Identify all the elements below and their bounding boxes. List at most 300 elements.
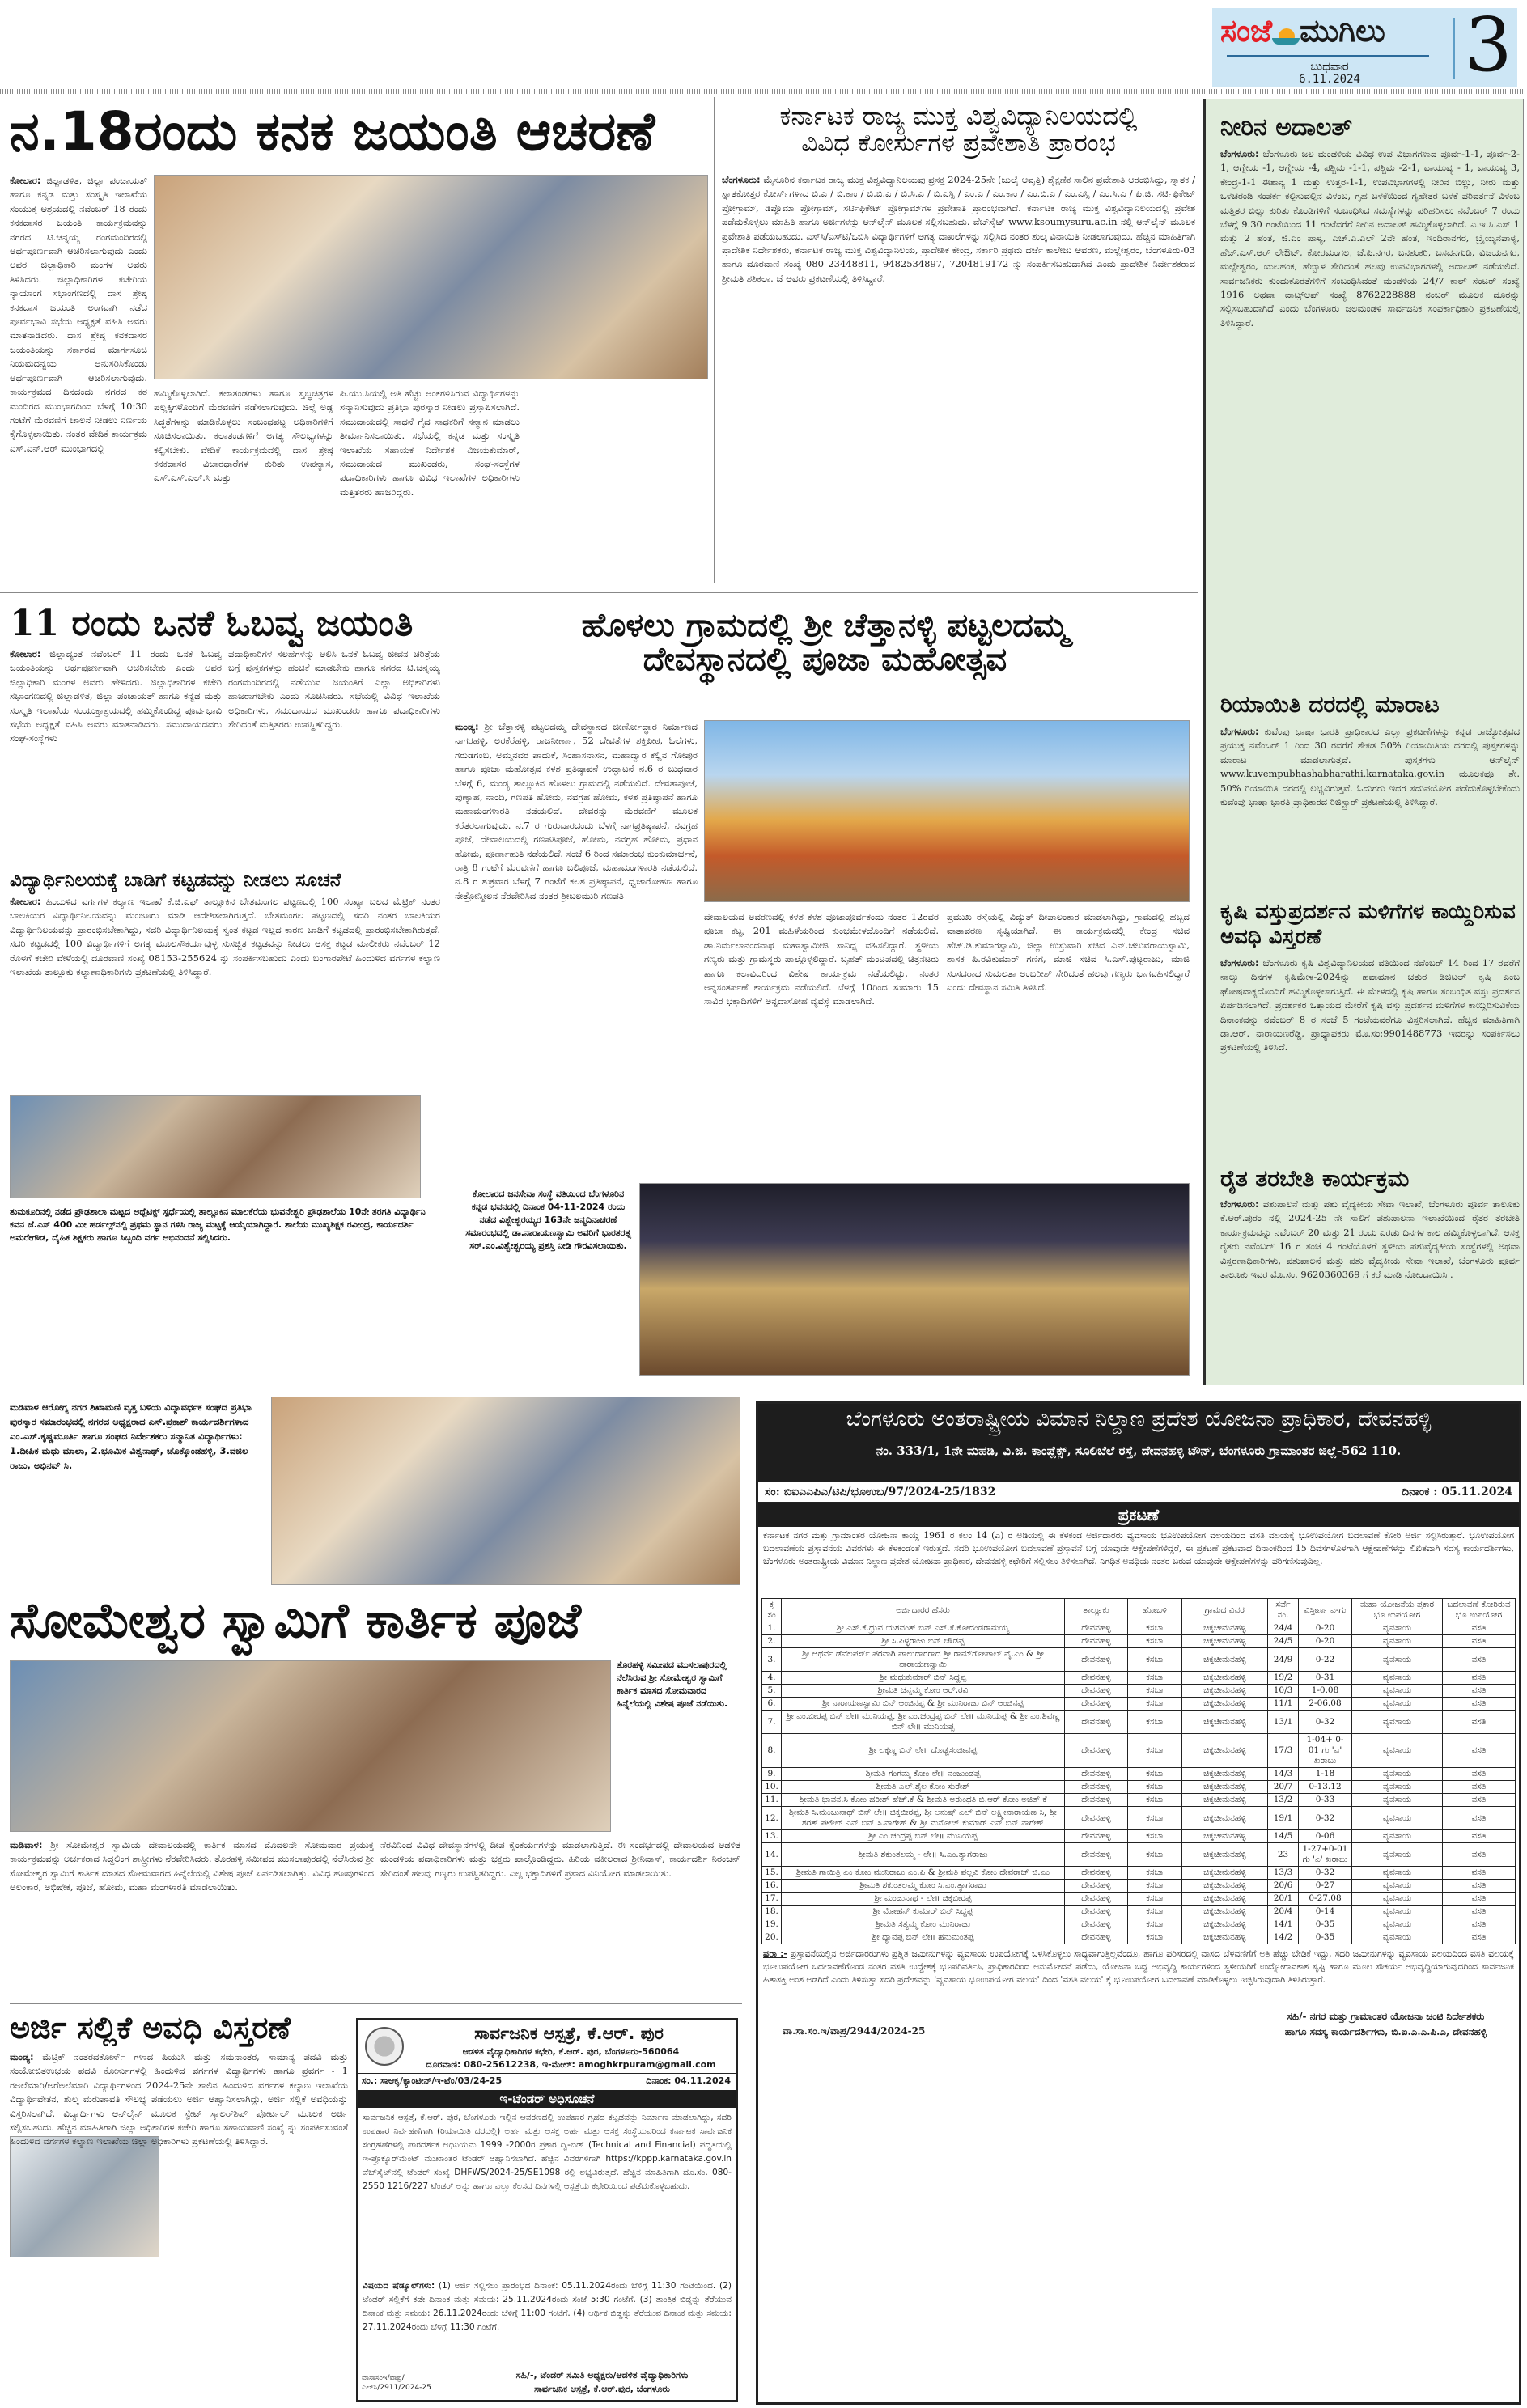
cell-village: ಚಿಕ್ಕಚೀಮನಹಳ್ಳಿ [1181,1672,1267,1685]
logo-word-sanje: ಸಂಜೆ [1220,13,1273,49]
holalu-col3: ಪ್ರಮುಖ ರಸ್ತೆಯಲ್ಲಿ ವಿದ್ಯುತ್ ದೀಪಾಲಂಕಾರ ಮಾಡಲಾಗಿದ್ದು, ಗ್ರಾಮದಲ್ಲಿ ಹಬ್ಬದ ವಾತಾವರಣ ಸೃಷ್ಟಿಯಾಗಿದೆ. ಈ ಕಾರ್ಯಕ್ರಮದಲ್ಲಿ ಕೇಂದ್ರ ಸಚಿವ ಹೆಚ್.ಡಿ.ಕುಮಾರಸ್ವಾಮಿ, ಜಿಲ್ಲಾ ಉಸ್ತುವಾರಿ ಸಚಿವ ಎನ್.ಚಲುವರಾಯಸ್ವಾಮಿ, ಶಾಸಕ ಪಿ.ರವಿಕುಮಾರ್ ಗಣಿಗ, ಮಾಜಿ ಸಚಿವ ಸಿ.ಎಸ್.ಪುಟ್ಟರಾಜು, ಮಾಜಿ ಸಂಸದರಾದ ಸುಮಲತಾ ಅಂಬರೀಶ್ ಸೇರಿದಂತೆ ಹಲವು ಗಣ್ಯರು ಭಾಗವಹಿಸಲಿದ್ದಾರೆ ಎಂದು ದೇವಸ್ಥಾನ ಸಮಿತಿ ತಿಳಿಸಿದೆ. [947,911,1190,994]
table-row [762,1781,1516,1794]
cell-survey: 14/1 [1268,1918,1299,1931]
cell-req-use: ವಸತಿ [1443,1918,1516,1931]
cell-hobli: ಕಸಬಾ [1127,1781,1181,1794]
cell-taluk: ದೇವನಹಳ್ಳಿ [1065,1918,1128,1931]
cell-plan-use: ವ್ಯವಸಾಯ [1352,1807,1443,1830]
cell-village: ಚಿಕ್ಕಚೀಮನಹಳ್ಳಿ [1181,1794,1267,1807]
cell-village: ಚಿಕ್ಕಚೀಮನಹಳ್ಳಿ [1181,1867,1267,1880]
cell-village: ಚಿಕ್ಕಚೀಮನಹಳ್ಳಿ [1181,1622,1267,1635]
col-taluk: ತಾಲ್ಲೂಕು [1065,1599,1128,1622]
cell-plan-use: ವ್ಯವಸಾಯ [1352,1906,1443,1918]
cell-area: 0-32 [1299,1807,1352,1830]
kanaka-col2: ಹಮ್ಮಿಕೊಳ್ಳಲಾಗಿದೆ. ಕಲಾತಂಡಗಳು ಹಾಗೂ ಸ್ತಬ್ಧಚಿತ್ರಗಳ ಪಲ್ಲಕ್ಕಿಗಳೊಂದಿಗೆ ಮೆರವಣಿಗೆ ನಡೆಸಲಾಗುವುದು. ಜಿಲ್ಲೆ ಅಡ್ಡ ಸಿದ್ಧತೆಗಳನ್ನು ಮಾಡಿಕೊಳ್ಳಲು ಸಂಬಂಧಪಟ್ಟ ಅಧಿಕಾರಿಗಳಿಗೆ ಸೂಚಿಸಲಾಯಿತು. ಕಲಾತಂಡಗಳಿಗೆ ಅಗತ್ಯ ಸೌಲಭ್ಯಗಳನ್ನು ಕಲ್ಪಿಸಬೇಕು. ವೇದಿಕೆ ಕಾರ್ಯಕ್ರಮದಲ್ಲಿ ದಾಸ ಶ್ರೇಷ್ಠ ಕನಕದಾಸರ ವಿಚಾರಧಾರೆಗಳ ಕುರಿತು ಉಪನ್ಯಾಸ, ಎಸ್.ಎಸ್.ಎಲ್.ಸಿ ಮತ್ತು [154,388,333,484]
cell-name: ಶ್ರೀಮತಿ ಶಕುಂತಲಮ್ಮ ಕೋಂ ಸಿ.ಎಂ.ತ್ಯಾಗರಾಜು [782,1880,1065,1893]
table-row [762,1698,1516,1711]
header-rule [0,89,1527,94]
table-row [762,1906,1516,1918]
cell-req-use: ವಸತಿ [1443,1622,1516,1635]
hostel-body: ಕೋಲಾರ: ಹಿಂದುಳಿದ ವರ್ಗಗಳ ಕಲ್ಯಾಣ ಇಲಾಖೆ ಕೆ.ಜಿ.ಎಫ್ ತಾಲ್ಲೂಕಿನ ಬೇತಮಂಗಲ ಪಟ್ಟಣದಲ್ಲಿ 100 ಸಂಖ್ಯಾ ಬಲದ ಮೆಟ್ರಿಕ್ ನಂತರ ಬಾಲಕಿಯರ ವಿದ್ಯಾರ್ಥಿನಿಲಯವನ್ನು ಮಂಜೂರು ಮಾಡಿ ಆದೇಶಿಸಲಾಗಿರುತ್ತದೆ. ಬೇತಮಂಗಲ ಪಟ್ಟಣದಲ್ಲಿ ಸದರಿ ನಂತರ ಬಾಲಕಿಯರ ವಿದ್ಯಾರ್ಥಿನಿಲಯವನ್ನು ಪ್ರಾರಂಭಿಸಬೇಕಾಗಿದ್ದು, ಸದರಿ ವಿದ್ಯಾರ್ಥಿನಿಲಯಕ್ಕೆ ಸ್ವಂತ ಕಟ್ಟಡ ಇಲ್ಲದ ಕಾರಣ ಬಾಡಿಗೆ ಕಟ್ಟಡದಲ್ಲಿ ಪ್ರಾರಂಭಿಸಬೇಕಾಗಿರುತ್ತದೆ. ಸದರಿ ಕಟ್ಟಡದಲ್ಲಿ 100 ವಿದ್ಯಾರ್ಥಿಗಳಿಗೆ ಅಗತ್ಯ ಮೂಲಸೌಕರ್ಯವುಳ್ಳ ಸುಸಜ್ಜಿತ ಕಟ್ಟಡವನ್ನು ನೀಡಲು ಆಸಕ್ತ ಕಟ್ಟಡ ಮಾಲೀಕರು ನವೆಂಬರ್ 12 ರೊಳಗೆ ಕಚೇರಿ ವೇಳೆಯಲ್ಲಿ ದೂರವಾಣಿ ಸಂಖ್ಯೆ 08153-255624 ನ್ನು ಸಂಪರ್ಕಿಸಬಹುದು ಎಂದು ಬಂಗಾರಪೇಟೆ ಹಿಂದುಳಿದ ವರ್ಗಗಳ ಕಲ್ಯಾಣ ಇಲಾಖೆಯ ತಾಲ್ಲೂಕು ಕಲ್ಯಾಣಾಧಿಕಾರಿಗಳು ಪ್ರಕಟಣೆಯಲ್ಲಿ ತಿಳಿಸಿದ್ದಾರೆ. [10,896,440,978]
cell-hobli: ಕಸಬಾ [1127,1768,1181,1781]
bia-date: ದಿನಾಂಕ : 05.11.2024 [1402,1485,1512,1499]
cell-req-use: ವಸತಿ [1443,1648,1516,1672]
cell-plan-use: ವ್ಯವಸಾಯ [1352,1698,1443,1711]
cell-req-use: ವಸತಿ [1443,1794,1516,1807]
tender-schedule: ವಿಷಯದ ಷೆಡ್ಯೂಲ್‌ಗಳು: (1) ಅರ್ಜಿ ಸಲ್ಲಿಸಲು ಪ್ರಾರಂಭದ ದಿನಾಂಕ: 05.11.2024ರಂದು ಬೆಳಿಗ್ಗೆ 11:30 ಗಂಟೆಯಿಂದ. (2) ಟೆಂಡರ್ ಸಲ್ಲಿಕೆಗೆ ಕಡೇ ದಿನಾಂಕ ಮತ್ತು ಸಮಯ: 25.11.2024ರಂದು ಸಂಜೆ 5:30 ಗಂಟೆಗೆ. (3) ತಾಂತ್ರಿಕ ಬಿಡ್ಡನ್ನು ತೆರೆಯುವ ದಿನಾಂಕ ಮತ್ತು ಸಮಯ: 26.11.2024ರಂದು ಬೆಳಿಗ್ಗೆ 11:00 ಗಂಟೆಗೆ. (4) ಆರ್ಥಿಕ ಬಿಡ್ಡನ್ನು ತೆರೆಯುವ ದಿನಾಂಕ ಮತ್ತು ಸಮಯ: 27.11.2024ರಂದು ಬೆಳಿಗ್ಗೆ 11:30 ಗಂಟೆಗೆ. [363,2281,732,2332]
holalu-headline: ಹೊಳಲು ಗ್ರಾಮದಲ್ಲಿ ಶ್ರೀ ಚೆತ್ತಾನಳ್ಳಿ ಪಟ್ಟಲದಮ್ಮ ದೇವಸ್ಥಾನದಲ್ಲಿ ಪೂಜಾ ಮಹೋತ್ಸವ [581,607,1069,678]
cell-hobli: ಕಸಬಾ [1127,1698,1181,1711]
bia-table [761,1598,1516,1944]
bia-signature: ಸಹಿ/- ನಗರ ಮತ್ತು ಗ್ರಾಮಾಂತರ ಯೋಜನಾ ಜಂಟಿ ನಿರ್ದೇಶಕರು ಹಾಗೂ ಸದಸ್ಯ ಕಾರ್ಯದರ್ಶಿಗಳು, ಬಿ.ಐ.ಎ.ಎ.ಪಿ.ಎ, ದೇವನಹಳ್ಳಿ [1284,2011,1487,2037]
cell-name: ಶ್ರೀ ಮಧುಕುಮಾರ್ ಬಿನ್ ಸಿದ್ದಪ್ಪ [782,1672,1065,1685]
brief-body: ಬೆಂಗಳೂರು: ಬೆಂಗಳೂರು ಜಲ ಮಂಡಳಿಯ ವಿವಿಧ ಉಪ ವಿಭಾಗಗಳಾದ ಪೂರ್ವ-1-1, ಪೂರ್ವ-2-1, ಆಗ್ನೇಯ -1, ಆಗ್ನೇಯ -4, ಪಶ್ಚಿಮ -1-1, ಪಶ್ಚಿಮ -2-1, ವಾಯುವ್ಯ - 1, ವಾಯುವ್ಯ 3, ಕೇಂದ್ರ-1-1 ಈಶಾನ್ಯ 1 ಮತ್ತು ಉತ್ತರ-1-1, ಉಪವಿಭಾಗಗಳಲ್ಲಿ ನೀರಿನ ಬಿಲ್ಲು, ನೀರು ಮತ್ತು ಒಳಚರಂಡಿ ಸಂಪರ್ಕ ಕಲ್ಪಿಸುವಲ್ಲಿನ ವಿಳಂಬ, ಗೃಹ ಬಳಕೆಯಿಂದ ಗೃಹೇತರ ಬಳಕೆ ಪರಿವರ್ತನೆ ವಿಳಂಬ ಮತ್ತಿತರ ಬಿಲ್ಲು ಕುರಿತು ಕೊಂಡಿಗಳಿಗೆ ಸಂಬಂಧಿಸಿದ ಸಮಸ್ಯೆಗಳನ್ನು ಪರಿಹರಿಸಲು ನವೆಂಬರ್ 7 ರಂದು ಬೆಳಗ್ಗೆ 9.30 ಗಂಟೆಯಿಂದ 11 ಗಂಟೆವರೆಗೆ ನೀರಿನ ಅದಾಲತ್ ಹಮ್ಮಿಕೊಳ್ಳಲಾಗಿದೆ. ಎ.ಇ.ಸಿ.ಎಸ್ 1 ಮತ್ತು 2 ಹಂತ, ಜಿ.ಎಂ ಪಾಳ್ಯ, ಎಚ್.ಎ.ಎಲ್ 2ನೇ ಹಂತ, ಇಂದಿರಾನಗರ, ಬ್ರೈಯ್ಯನಪಾಳ್ಯ, ಹೆಚ್.ಎಸ್.ಆರ್ ಲೇಔಟ್, ಕೋರಮಂಗಲ, ಜೆ.ಪಿ.ನಗರ, ಬನಶಂಕರಿ, ಬಸವನಗುಡಿ, ವಿಜಯನಗರ, ಮಲ್ಲೇಶ್ವರಂ, ಯಲಹಂಕ, ಹೆಬ್ಬಾಳ ಸೇರಿದಂತೆ ಹಲವು ಉಪವಿಭಾಗಗಳಲ್ಲಿ ಅದಾಲತ್ ನಡೆಯಲಿದೆ. ಸಾರ್ವಜನಿಕರು ಕುಂದುಕೊರತೆಗಳಿಗೆ ಸಂಬಂಧಿಸಿದಂತೆ ಮಂಡಳಿಯ 24/7 ಕಾಲ್ ಸೆಂಟರ್ ಸಂಖ್ಯೆ 1916 ಅಥವಾ ವಾಟ್ಸ್‌ಆಪ್ ಸಂಖ್ಯೆ 8762228888 ನಂಬರ್ ಮೂಲಕ ದೂರನ್ನು ಸಲ್ಲಿಸಬಹುದಾಗಿದೆ ಎಂದು ಬೆಂಗಳೂರು ಜಲಮಂಡಳಿ ಸಾರ್ವಜನಿಕ ಸಂಪರ್ಕಾಧಿಕಾರಿ ಪ್ರಕಟಣೆಯಲ್ಲಿ ತಿಳಿಸಿದ್ದಾರೆ. [1220,148,1520,329]
cell-village: ಚಿಕ್ಕಚೀಮನಹಳ್ಳಿ [1181,1648,1267,1672]
cell-survey: 13/1 [1268,1711,1299,1734]
cell-plan-use: ವ್ಯವಸಾಯ [1352,1893,1443,1906]
tender-release-no: ವಾಸಾಸಂಇ/ವಾಪ್ರ/ಎಲ್‌ಸಿ/2911/2024-25 [362,2374,431,2392]
cell-req-use: ವಸತಿ [1443,1867,1516,1880]
kanaka-col1: ಕೋಲಾರ: ಜಿಲ್ಲಾಡಳಿತ, ಜಿಲ್ಲಾ ಪಂಚಾಯತ್ ಹಾಗೂ ಕನ್ನಡ ಮತ್ತು ಸಂಸ್ಕೃತಿ ಇಲಾಖೆಯ ಸಂಯುಕ್ತ ಆಶ್ರಯದಲ್ಲಿ ನವೆಂಬರ್ 18 ರಂದು ಕನಕದಾಸರ ಜಯಂತಿ ಕಾರ್ಯಕ್ರಮವನ್ನು ನಗರದ ಟಿ.ಚನ್ನಯ್ಯ ರಂಗಮಂದಿರದಲ್ಲಿ ಅರ್ಥಪೂರ್ಣವಾಗಿ ಆಚರಿಸಲಾಗುವುದು ಎಂದು ಅಪರ ಜಿಲ್ಲಾಧಿಕಾರಿ ಮಂಗಳ ಅವರು ತಿಳಿಸಿದರು. ಜಿಲ್ಲಾಧಿಕಾರಿಗಳ ಕಚೇರಿಯ ನ್ಯಾಯಾಂಗ ಸಭಾಂಗಣದಲ್ಲಿ ದಾಸ ಶ್ರೇಷ್ಠ ಕನಕದಾಸ ಜಯಂತಿ ಅಂಗವಾಗಿ ನಡೆದ ಪೂರ್ವಭಾವಿ ಸಭೆಯ ಅಧ್ಯಕ್ಷತೆ ವಹಿಸಿ ಅವರು ಮಾತನಾಡಿದರು. ದಾಸ ಶ್ರೇಷ್ಠ ಕನಕದಾಸರ ಜಯಂತಿಯನ್ನು ಸರ್ಕಾರದ ಮಾರ್ಗಸೂಚಿ ನಿಯಮದನ್ವಯ ಅನುಸರಿಸಿಕೊಂಡು ಅರ್ಥಪೂರ್ಣವಾಗಿ ಆಚರಿಸಲಾಗುವುದು. ಕಾರ್ಯಕ್ರಮದ ದಿನದಂದು ನಗರದ ಕಠ ಮಂದಿರದ ಮುಂಭಾಗದಿಂದ ಬೆಳಗ್ಗೆ 10:30 ಗಂಟೆಗೆ ಮೆರವಣಿಗೆ ಚಾಲನೆ ನೀಡಲು ನಿರ್ಣಯ ಕೈಗೊಳ್ಳಲಾಯಿತು. ನಂತರ ವೇದಿಕೆ ಕಾರ್ಯಕ್ರಮ ಎಸ್.ಎನ್.ಆರ್ ಮುಂಭಾಗದಲ್ಲಿ [10,175,147,454]
cell-hobli: ಕಸಬಾ [1127,1906,1181,1918]
cell-hobli: ಕಸಬಾ [1127,1711,1181,1734]
cell-plan-use: ವ್ಯವಸಾಯ [1352,1711,1443,1734]
page-number: 3 [1465,2,1512,88]
cell-taluk: ದೇವನಹಳ್ಳಿ [1065,1648,1128,1672]
cell-survey: 14/5 [1268,1830,1299,1843]
table-row [762,1734,1516,1768]
bia-release-no: ವಾ.ಸಾ.ಸಂ.ಇ/ವಾಪ್ರ/2944/2024-25 [783,2025,926,2037]
cell-plan-use: ವ್ಯವಸಾಯ [1352,1931,1443,1944]
cell-village: ಚಿಕ್ಕಚೀಮನಹಳ್ಳಿ [1181,1931,1267,1944]
cell-name: ಶ್ರೀಮತಿ ಚನ್ನಮ್ಮ ಕೋಂ ಆರ್.ರವಿ [782,1685,1065,1698]
cell-req-use: ವಸತಿ [1443,1734,1516,1768]
cell-sl: 20. [762,1931,782,1944]
cell-plan-use: ವ್ಯವಸಾಯ [1352,1867,1443,1880]
cell-name: ಶ್ರೀಮತಿ ಭಾವನ.ಸಿ ಕೋಂ ಹರೀಶ್ ಹೆಚ್.ಕೆ & ಶ್ರೀಮತಿ ಅರುಂಧತಿ ಬಿ.ಆರ್ ಕೋಂ ಅಜಿತ್ ಕೆ [782,1794,1065,1807]
table-row [762,1622,1516,1635]
table-row [762,1672,1516,1685]
cell-hobli: ಕಸಬಾ [1127,1672,1181,1685]
cell-plan-use: ವ್ಯವಸಾಯ [1352,1622,1443,1635]
cell-hobli: ಕಸಬಾ [1127,1635,1181,1648]
cell-taluk: ದೇವನಹಳ್ಳಿ [1065,1685,1128,1698]
cell-hobli: ಕಸಬಾ [1127,1622,1181,1635]
cell-survey: 13/2 [1268,1794,1299,1807]
cell-taluk: ದೇವನಹಳ್ಳಿ [1065,1734,1128,1768]
issue-date: 6.11.2024 [1299,73,1360,86]
table-row [762,1880,1516,1893]
cell-req-use: ವಸತಿ [1443,1843,1516,1867]
cell-village: ಚಿಕ್ಕಚೀಮನಹಳ್ಳಿ [1181,1880,1267,1893]
cell-survey: 19/2 [1268,1672,1299,1685]
cell-name: ಶ್ರೀ ಲಕ್ಕಣ್ಣ ಬಿನ್ ಲೇ॥ ದೊಡ್ಡಸಂಜೀವಪ್ಪ [782,1734,1065,1768]
award-caption: ಕೋಲಾರದ ಜನಸೇವಾ ಸಂಸ್ಥೆ ವತಿಯಿಂದ ಬೆಂಗಳೂರಿನ ಕನ್ನಡ ಭವನದಲ್ಲಿ ದಿನಾಂಕ 04-11-2024 ರಂದು ನಡೆದ ವಿಶ್ವೇಶ್ವರಯ್ಯರ 163ನೇ ಜನ್ಮದಿನಾಚರಣೆ ಸಮಾರಂಭದಲ್ಲಿ ಡಾ.ನಾರಾಯಣಸ್ವಾಮಿ ಅವರಿಗೆ ಭಾರತರತ್ನ ಸರ್.ಎಂ.ವಿಶ್ವೇಶ್ವರಯ್ಯ ಪ್ರಶಸ್ತಿ ನೀಡಿ ಗೌರವಿಸಲಾಯಿತು. [465,1189,631,1251]
cell-name: ಶ್ರೀ ಅಥರ್ವ ಡೆವೆಲಪರ್ಸ್ ಪರವಾಗಿ ಪಾಲುದಾರರಾದ ಶ್ರೀ ರಾಮ್‌ಗೋಪಾಲ್ ವೈ.ಎಂ & ಶ್ರೀ ನಾರಾಯಣಸ್ವಾಮಿ [782,1648,1065,1672]
athletics-photo[interactable] [10,1095,421,1198]
cell-survey: 23 [1268,1843,1299,1867]
cell-area: 0-32 [1299,1867,1352,1880]
cell-name: ಶ್ರೀಮತಿ ಸತ್ಯಮ್ಮ ಕೋಂ ಮುನಿರಾಜು [782,1918,1065,1931]
cell-plan-use: ವ್ಯವಸಾಯ [1352,1843,1443,1867]
table-row [762,1768,1516,1781]
cell-hobli: ಕಸಬಾ [1127,1880,1181,1893]
cell-plan-use: ವ್ಯವಸಾಯ [1352,1685,1443,1698]
tender-ref: ಸಂ.: ಸಾಆಕೃ/ಕ್ಯಾಂಟೀನ್/ಇ-ಟೆಂ/03/24-25 [362,2075,503,2086]
cell-survey: 11/1 [1268,1698,1299,1711]
cell-sl: 18. [762,1906,782,1918]
bia-title: ಬೆಂಗಳೂರು ಅಂತರಾಷ್ಟ್ರೀಯ ವಿಮಾನ ನಿಲ್ದಾಣ ಪ್ರದೇಶ ಯೋಜನಾ ಪ್ರಾಧಿಕಾರ, ದೇವನಹಳ್ಳಿ [846,1407,1432,1431]
cell-req-use: ವಸತಿ [1443,1893,1516,1906]
cell-village: ಚಿಕ್ಕಚೀಮನಹಳ್ಳಿ [1181,1711,1267,1734]
col-survey: ಸರ್ವೆ ನಂ. [1268,1599,1299,1622]
cell-survey: 24/9 [1268,1648,1299,1672]
holalu-col2: ದೇವಾಲಯದ ಅವರಣದಲ್ಲಿ ಕಳಶ ಕಳಶ ಪೂಜಾಪೂರ್ವಕಂದು ನಂತರ 12ರವರ ಪೂಜಾ ಕಟ್ಟ, 201 ಮಹಿಳೆಯರಿಂದ ಕುಂಭಮೇಳದೊಂದಿಗೆ ನಡೆಯಲಿದೆ. ಡಾ.ನಿರ್ಮಲಾನಂದನಾಥ ಮಹಾಸ್ವಾಮೀಜಿ ಸಾನಿಧ್ಯ ವಹಿಸಲಿದ್ದಾರೆ. ಸ್ಥಳೀಯ ಗಣ್ಯರು ಮತ್ತು ಗ್ರಾಮಸ್ಥರು ಪಾಲ್ಗೊಳ್ಳಲಿದ್ದಾರೆ. ಬೃಹತ್ ಮಂಟಪದಲ್ಲಿ ಚಿತ್ರನಟರು ಹಾಗೂ ಕಲಾವಿದರಿಂದ ವಿಶೇಷ ಕಾರ್ಯಕ್ರಮ ನಡೆಯಲಿದ್ದು, ನಂತರ ಅನ್ನಸಂತರ್ಪಣೆ ಕಾರ್ಯಕ್ರಮ ನಡೆಯಲಿದೆ. ಬೆಳಗ್ಗೆ 10ರಿಂದ ಸುಮಾರು 15 ಸಾವಿರ ಭಕ್ತಾದಿಗಳಿಗೆ ಅನ್ನದಾಸೋಹ ವ್ಯವಸ್ಥೆ ಮಾಡಲಾಗಿದೆ. [704,911,939,1007]
bia-address: ನಂ. 333/1, 1ನೇ ಮಹಡಿ, ವಿ.ಜಿ. ಕಾಂಪ್ಲೆಕ್ಸ್, ಸೂಲಿಬೆಲೆ ರಸ್ತೆ, ದೇವನಹಳ್ಳಿ ಟೌನ್, ಬೆಂಗಳೂರು ಗ್ರಾಮಾಂತರ ಜಿಲ್ಲೆ-562 110. [876,1444,1402,1458]
divider [358,2073,736,2074]
cell-name: ಶ್ರೀಮತಿ ಗಂಗಮ್ಮ ಕೋಂ ಲೇ॥ ನಂಜುಂಡಪ್ಪ [782,1768,1065,1781]
cell-area: 0-31 [1299,1672,1352,1685]
cell-req-use: ವಸತಿ [1443,1807,1516,1830]
tender-body: ಸಾರ್ವಜನಿಕ ಆಸ್ಪತ್ರೆ, ಕೆ.ಆರ್. ಪುರ, ಬೆಂಗಳೂರು ಇಲ್ಲಿನ ಆವರಣದಲ್ಲಿ ಉಪಹಾರ ಗೃಹದ ಕಟ್ಟಡವನ್ನು ನಿರ್ಮಾಣ ಮಾಡಲಾಗಿದ್ದು, ಸದರಿ ಉಪಹಾರ ನಿರ್ವಹಣೆಗಾಗಿ (ರಿಯಾಯಿತಿ ದರದಲ್ಲಿ) ಅರ್ಹ ಮತ್ತು ಆಸಕ್ತ ಅರ್ಹ ಮತ್ತು ಆಸಕ್ತ ಸಂಸ್ಥೆಯವರಿಂದ ಕರ್ನಾಟಕ ಸಾರ್ವಜನಿಕ ಸಂಗ್ರಹಣೆಗಳಲ್ಲಿ ಪಾರದರ್ಶಕ ಅಧಿನಿಯಮ 1999 -2000ರ ಪ್ರಕಾರ ದ್ವಿ-ಬಿಡ್ (Technical and Financial) ಪದ್ಧತಿಯಲ್ಲಿ ಇ-ಪ್ರೊಕ್ಯೂರ್‌ಮೆಂಟ್ ಮುಖಾಂತರ ಟೆಂಡರ್ ಆಹ್ವಾನಿಸಲಾಗಿದೆ. ಹೆಚ್ಚಿನ ವಿವರಗಳಿಗಾಗಿ https://kppp.karnataka.gov.in ವೆಬ್‌ಸೈಟ್‌ನಲ್ಲಿ ಟೆಂಡರ್ ಸಂಖ್ಯೆ DHFWS/2024-25/SE1098 ರಲ್ಲಿ ಲಭ್ಯವಿರುತ್ತದೆ. ಹೆಚ್ಚಿನ ಮಾಹಿತಿಗಾಗಿ ದೂ.ಸಂ. 080-2550 1216/227 ಟೆಂಡರ್ ಅನ್ನು ಹಾಗೂ ಎಲ್ಲಾ ಕೆಲಸದ ದಿನಗಳಲ್ಲಿ ಆಸ್ಪತ್ರೆಯ ಕಛೇರಿಯಿಂದ ಪಡೆದುಕೊಳ್ಳಬಹುದು. [363,2113,732,2191]
table-row [762,1685,1516,1698]
cell-name: ಶ್ರೀಮತಿ ಶಕುಂತಲಮ್ಮ - ಲೇ॥ ಸಿ.ಎಂ.ತ್ಯಾಗರಾಜು [782,1843,1065,1867]
cell-taluk: ದೇವನಹಳ್ಳಿ [1065,1843,1128,1867]
cell-area: 1-0.08 [1299,1685,1352,1698]
kanaka-col3: ಪಿ.ಯು.ಸಿಯಲ್ಲಿ ಅತಿ ಹೆಚ್ಚು ಅಂಕಗಳಿಸಿರುವ ವಿದ್ಯಾರ್ಥಿಗಳನ್ನು ಸನ್ಮಾನಿಸುವುದು ಪ್ರತಿಭಾ ಪುರಸ್ಕಾರ ನೀಡಲು ಪ್ರಸ್ತಾಪಿಸಲಾಗಿದೆ. ಸಮುದಾಯದಲ್ಲಿ ಸಾಧನೆ ಗೈದ ಸಾಧಕರಿಗೆ ಸನ್ಮಾನ ಮಾಡಲು ತೀರ್ಮಾನಿಸಲಾಯಿತು. ಸಭೆಯಲ್ಲಿ ಕನ್ನಡ ಮತ್ತು ಸಂಸ್ಕೃತಿ ಇಲಾಖೆಯ ಸಹಾಯಕ ನಿರ್ದೇಶಕ ವಿಜಯಕುಮಾರ್, ಸಮುದಾಯದ ಮುಖಂಡರು, ಸಂಘ-ಸಂಸ್ಥೆಗಳ ಪದಾಧಿಕಾರಿಗಳು ಹಾಗೂ ವಿವಿಧ ಇಲಾಖೆಗಳ ಅಧಿಕಾರಿಗಳು ಮತ್ತಿತರರು ಹಾಜರಿದ್ದರು. [340,388,520,498]
cell-req-use: ವಸತಿ [1443,1672,1516,1685]
cell-area: 0-27 [1299,1880,1352,1893]
cell-survey: 20/7 [1268,1781,1299,1794]
cell-village: ಚಿಕ್ಕಚೀಮನಹಳ್ಳಿ [1181,1830,1267,1843]
cell-area: 0-06 [1299,1830,1352,1843]
cell-plan-use: ವ್ಯವಸಾಯ [1352,1830,1443,1843]
cell-taluk: ದೇವನಹಳ್ಳಿ [1065,1931,1128,1944]
cell-area: 0-14 [1299,1906,1352,1918]
someshwara-headline: ಸೋಮೇಶ್ವರ ಸ್ವಾಮಿಗೆ ಕಾರ್ತಿಕ ಪೂಜೆ [10,1592,581,1649]
cell-area: 0-32 [1299,1711,1352,1734]
cell-sl: 1. [762,1622,782,1635]
table-row [762,1843,1516,1867]
arji-body: ಮಂಡ್ಯ: ಮೆಟ್ರಿಕ್ ನಂತರದಕೋರ್ಸ್ ಗಳಾದ ಪಿಯುಸಿ ಮತ್ತು ಸಮನಾಂತರ, ಸಾಮಾನ್ಯ ಪದವಿ ಮತ್ತು ಸಂಯೋಜಿತಉಭಯ ಪದವಿ ಕೋರ್ಸುಗಳಲ್ಲಿ ಹಿಂದುಳಿದ ವರ್ಗಗಳ ವಿದ್ಯಾರ್ಥಿಗಳು ಹಾಗೂ ಪ್ರವರ್ಗ - 1 ರಅಲೆಮಾರಿ/ಅರೆಅಲೆಮಾರಿ ವಿದ್ಯಾರ್ಥಿಗಳಿಂದ 2024-25ನೇ ಸಾಲಿನ ಹಿಂದುಳಿದ ವರ್ಗಗಳ ಕಲ್ಯಾಣ ಇಲಾಖೆಯ ವಿದ್ಯಾರ್ಥಿವೇತನ, ಶುಲ್ಕ ಮರುಪಾವತಿ ಸೌಲಭ್ಯ ಪಡೆಯಲು ಅರ್ಜಿ ಆಹ್ವಾನಿಸಲಾಗಿದ್ದು, ಅರ್ಜಿ ಸಲ್ಲಿಕೆ ಅವಧಿಯನ್ನು ವಿಸ್ತರಿಸಲಾಗಿದೆ. ವಿದ್ಯಾರ್ಥಿಗಳು ಆನ್‌ಲೈನ್ ಮೂಲಕ ಸ್ಟೇಟ್ ಸ್ಕಾಲರ್‌ಶಿಪ್ ಪೋರ್ಟಲ್ ಮೂಲಕ ಅರ್ಜಿ ಸಲ್ಲಿಸಬಹುದು. ಹೆಚ್ಚಿನ ಮಾಹಿತಿಗಾಗಿ ಜಿಲ್ಲಾ ಅಧಿಕಾರಿಗಳ ಕಚೇರಿ ಹಾಗೂ ಸಹಾಯವಾಣಿ ಸಂಖ್ಯೆ ನ್ನು ಸಂಪರ್ಕಿಸುವಂತೆ ಹಿಂದುಳಿದ ವರ್ಗಗಳ ಕಲ್ಯಾಣ ಇಲಾಖೆಯ ಜಿಲ್ಲಾ ಅಧಿಕಾರಿಗಳು ಪ್ರಕಟಣೆಯಲ್ಲಿ ತಿಳಿಸಿದ್ದಾರೆ. [10,2051,348,2147]
cell-plan-use: ವ್ಯವಸಾಯ [1352,1648,1443,1672]
cell-village: ಚಿಕ್ಕಚೀಮನಹಳ್ಳಿ [1181,1781,1267,1794]
brief-headline: ರಿಯಾಯಿತಿ ದರದಲ್ಲಿ ಮಾರಾಟ [1220,691,1440,718]
cell-area: 0-20 [1299,1635,1352,1648]
kanaka-meeting-photo[interactable] [154,175,708,379]
weekday: ಬುಧವಾರ [1310,59,1349,74]
pooja-photo[interactable] [10,1660,611,1832]
cell-plan-use: ವ್ಯವಸಾಯ [1352,1880,1443,1893]
divider [1453,18,1455,79]
cell-survey: 10/3 [1268,1685,1299,1698]
cell-name: ಶ್ರೀ ಎಸ್.ಕೆ.ಧ್ರುವ ಯಶವಂತ್ ಬಿನ್ ಎಸ್.ಕೆ.ಕೋದಂಡರಾಮಯ್ಯ [782,1622,1065,1635]
cell-plan-use: ವ್ಯವಸಾಯ [1352,1781,1443,1794]
cell-survey: 20/4 [1268,1906,1299,1918]
cell-sl: 11. [762,1794,782,1807]
table-row [762,1648,1516,1672]
palm-sun-icon [1272,22,1300,45]
cell-area: 0-35 [1299,1918,1352,1931]
dateline: ಮಂಡ್ಯ: [455,721,479,732]
tender-date: ದಿನಾಂಕ: 04.11.2024 [646,2075,731,2086]
cell-sl: 3. [762,1648,782,1672]
table-row [762,1893,1516,1906]
cell-req-use: ವಸತಿ [1443,1635,1516,1648]
cell-taluk: ದೇವನಹಳ್ಳಿ [1065,1867,1128,1880]
bia-note: ಷರಾ :- ಪ್ರಸ್ತಾವನೆಯಲ್ಲಿನ ಅರ್ಜಿದಾರರುಗಳು ಪ್ರಶ್ನಿತ ಜಮೀನುಗಳನ್ನು ವ್ಯವಸಾಯ ಉಪಯೋಗಕ್ಕೆ ಬಳಸಿಕೊಳ್ಳಲು ಸಾಧ್ಯವಾಗುತ್ತಿಲ್ಲವೆಂದೂ, ಹಾಗೂ ಪರಿಸರದಲ್ಲಿ ವಾಸದ ಬೆಳವಣಿಗೆಗೆ ಅತಿ ಹೆಚ್ಚು ಬೇಡಿಕೆ ಇದ್ದು, ಸದರಿ ಜಮೀನುಗಳನ್ನು ವ್ಯವಸಾಯ ವಲಯದಿಂದ ವಸತಿ ವಲಯಕ್ಕೆ ಭೂಉಪಯೋಗ ಬದಲಾವಣೆಗೊಂಡ ನಂತರ ವಸತಿ ಉದ್ದೇಶಕ್ಕೆ ಭೂಪರಿವರ್ತಿಸಿ, ಪ್ರಾಧಿಕಾರದಿಂದ ಅನುಮೋದನೆ ಪಡೆದು, ಯೋಜನಾ ಬದ್ಧ ಅಭಿವೃದ್ಧಿ ಕಾರ್ಯಗಳಿಂದ ಸ್ಥಳೀಯರಿಗೆ ಉದ್ಯೋಗಾವಕಾಶ ಸೃಷ್ಟಿ ಹಾಗೂ ಮೂಲ ಸೌಕರ್ಯ ಅಭಿವೃದ್ಧಿಯಾಗುವುದರಿಂದ ಸಾರ್ವಜನಿಕ ಹಿತಾಸಕ್ತಿ ಅಂಶ ಅಡಗಿದೆ ಎಂದು ತಿಳಿಸುತ್ತಾ ಸದರಿ ಪ್ರದೇಶವನ್ನು 'ವ್ಯವಸಾಯ ಭೂಉಪಯೋಗ ವಲಯ' ದಿಂದ 'ವಸತಿ ವಲಯ' ಕ್ಕೆ ಭೂಉಪಯೋಗ ಬದಲಾವಣೆ ಮಾಡಿಕೊಳ್ಳಲು ಇಚ್ಛಿಸಿರುವುದಾಗಿ ತಿಳಿಸಿರುತ್ತಾರೆ. [763,1948,1514,1985]
cell-taluk: ದೇವನಹಳ್ಳಿ [1065,1781,1128,1794]
temple-photo[interactable] [704,720,1190,902]
masthead [1212,2,1517,88]
cell-village: ಚಿಕ್ಕಚೀಮನಹಳ್ಳಿ [1181,1635,1267,1648]
cell-area: 0-13.12 [1299,1781,1352,1794]
bia-ref-row [758,1482,1519,1503]
logo-word-mugilu: ಮುಗಿಲು [1300,13,1385,49]
cell-plan-use: ವ್ಯವಸಾಯ [1352,1918,1443,1931]
cell-village: ಚಿಕ್ಕಚೀಮನಹಳ್ಳಿ [1181,1807,1267,1830]
cell-req-use: ವಸತಿ [1443,1768,1516,1781]
cell-area: 1-27+0-01 ಗು 'ಎ' ಖರಾಬು [1299,1843,1352,1867]
col-sl: ಕ್ರ ಸಂ [762,1599,782,1622]
award-photo[interactable] [639,1183,1190,1376]
cell-taluk: ದೇವನಹಳ್ಳಿ [1065,1635,1128,1648]
someshwara-col1: ಮಡಿವಾಳ: ಶ್ರೀ ಸೋಮೇಶ್ವರ ಸ್ವಾಮಿಯ ದೇವಾಲಯದಲ್ಲಿ ಕಾರ್ತಿಕ ಮಾಸದ ಮೊದಲನೇ ಸೋಮವಾರ ಪ್ರಯುಕ್ತ ಕಾರ್ಯಕ್ರಮವನ್ನು ಅರ್ಚಕರಾದ ಸಿದ್ದಲಿಂಗ ಶಾಸ್ತ್ರೀಗಳು ನೆರವೇರಿಸಿದರು. ತೊರಹಳ್ಳಿ ಸಮೀಪದ ಮುಸಲಾಪುರದಲ್ಲಿ ನೆಲೆಸಿರುವ ಶ್ರೀ ಸೋಮೇಶ್ವರ ಸ್ವಾಮಿಗೆ ಕಾರ್ತಿಕ ಮಾಸದ ಸೋಮವಾರದ ಹಿನ್ನೆಲೆಯಲ್ಲಿ ವಿಶೇಷ ಪೂಜೆ ಏರ್ಪಡಿಸಲಾಗಿತ್ತು. ವಿವಿಧ ಹೂವುಗಳಿಂದ ಅಲಂಕಾರ, ಅಭಿಷೇಕ, ಪೂಜೆ, ಹೋಮ, ಮಹಾ ಮಂಗಳಾರತಿ ಮಾಡಲಾಯಿತು. [10,1839,374,1893]
cell-hobli: ಕಸಬಾ [1127,1867,1181,1880]
cell-taluk: ದೇವನಹಳ್ಳಿ [1065,1830,1128,1843]
cell-survey: 14/3 [1268,1768,1299,1781]
cell-area: 1-04+ 0-01 ಗು 'ಎ' ಖರಾಬು [1299,1734,1352,1768]
cell-survey: 13/3 [1268,1867,1299,1880]
kanaka-headline: ನ.18ರಂದು ಕನಕ ಜಯಂತಿ ಆಚರಣೆ [10,100,655,163]
dateline: ಕೋಲಾರ: [10,896,41,907]
cell-taluk: ದೇವನಹಳ್ಳಿ [1065,1622,1128,1635]
cell-village: ಚಿಕ್ಕಚೀಮನಹಳ್ಳಿ [1181,1843,1267,1867]
cell-name: ಶ್ರೀಮತಿ ಗಾಯಿತ್ರಿ ಎಂ ಕೋಂ ಮುನಿರಾಜು ಎಂ.ಪಿ & ಶ್ರೀಮತಿ ಪಲ್ಲವಿ ಕೋಂ ದೇವರಾಜ್ ಜಿ.ಎಂ [782,1867,1065,1880]
arji-headline: ಅರ್ಜಿ ಸಲ್ಲಿಕೆ ಅವಧಿ ವಿಸ್ತರಣೆ [10,2009,291,2046]
tender-office: ಆಡಳಿತ ವೈದ್ಯಾಧಿಕಾರಿಗಳ ಕಛೇರಿ, ಕೆ.ಆರ್. ಪುರ, ಬೆಂಗಳೂರು-560064 [462,2046,680,2057]
tender-notice-title: ಇ-ಟೆಂಡರ್ ಅಧಿಸೂಚನೆ [358,2090,736,2108]
cell-survey: 20/6 [1268,1880,1299,1893]
col-plan-use: ಮಹಾ ಯೋಜನೆಯ ಪ್ರಕಾರ ಭೂ ಉಪಯೋಗ [1352,1599,1443,1622]
obavva-headline: 11 ರಂದು ಒನಕೆ ಓಬವ್ವ ಜಯಂತಿ [10,603,414,644]
bia-intro: ಕರ್ನಾಟಕ ನಗರ ಮತ್ತು ಗ್ರಾಮಾಂತರ ಯೋಜನಾ ಕಾಯ್ದೆ 1961 ರ ಕಲಂ 14 (ಎ) ರ ಅಡಿಯಲ್ಲಿ ಈ ಕೆಳಕಂಡ ಅರ್ಜಿದಾರರು ವ್ಯವಸಾಯ ಭೂಉಪಯೋಗ ವಲಯದಿಂದ ವಸತಿ ವಲಯಕ್ಕೆ ಭೂಉಪಯೋಗ ಬದಲಾವಣೆ ಕೋರಿ ಅರ್ಜಿ ಸಲ್ಲಿಸಿರುತ್ತಾರೆ. ಭೂಉಪಯೋಗ ಬದಲಾವಣೆಯ ಪ್ರಸ್ತಾವನೆಯ ವಿವರಗಳು ಈ ಕೆಳಕಂಡಂತೆ ಇರುತ್ತದೆ. ಸದರಿ ಭೂಉಪಯೋಗ ಬದಲಾವಣೆ ಪ್ರಸ್ತಾವನೆ ಬಗ್ಗೆ ಯಾವುದೇ ಆಕ್ಷೇಪಣೆಗಳಿದ್ದರೆ, ಈ ಪ್ರಕಟಣೆ ಪ್ರಕಟವಾದ ದಿನಾಂಕದಿಂದ 15 ದಿವಸಗಳೊಳಗಾಗಿ ಆಕ್ಷೇಪಣೆಗಳನ್ನು ಲಿಖಿತವಾಗಿ ಸದಸ್ಯ ಕಾರ್ಯದರ್ಶಿಗಳು, ಬೆಂಗಳೂರು ಅಂತರಾಷ್ಟ್ರೀಯ ವಿಮಾನ ನಿಲ್ದಾಣ ಪ್ರದೇಶ ಯೋಜನಾ ಪ್ರಾಧಿಕಾರ, ದೇವನಹಳ್ಳಿ ಕಛೇರಿಗೆ ಸಲ್ಲಿಸಲು ತಿಳಿಸಲಾಗಿದೆ. ನಿಗಧಿತ ಅವಧಿಯ ನಂತರ ಬರುವ ಯಾವುದೇ ಆಕ್ಷೇಪಣೆಗಳನ್ನು ಪರಿಗಣಿಸುವುದಿಲ್ಲ. [763,1530,1514,1566]
col-applicant: ಅರ್ಜಿದಾರರ ಹೆಸರು [782,1599,1065,1622]
cell-sl: 9. [762,1768,782,1781]
column-rule [714,97,715,583]
cell-village: ಚಿಕ್ಕಚೀಮನಹಳ್ಳಿ [1181,1685,1267,1698]
cell-hobli: ಕಸಬಾ [1127,1843,1181,1867]
cell-taluk: ದೇವನಹಳ್ಳಿ [1065,1698,1128,1711]
brief-headline: ನೀರಿನ ಅದಾಲತ್ [1220,113,1353,142]
cell-taluk: ದೇವನಹಳ್ಳಿ [1065,1794,1128,1807]
cell-sl: 19. [762,1918,782,1931]
cell-village: ಚಿಕ್ಕಚೀಮನಹಳ್ಳಿ [1181,1906,1267,1918]
cell-sl: 6. [762,1698,782,1711]
kanaka-col4 [526,387,708,595]
cell-name: ಶ್ರೀ ಎಂ.ಬೀರಪ್ಪ ಬಿನ್ ಲೇ॥ ಮುನಿಯಪ್ಪ, ಶ್ರೀ ಎಂ.ಚಂದ್ರಪ್ಪ ಬಿನ್ ಲೇ॥ ಮುನಿಯಪ್ಪ & ಶ್ರೀ ಎಂ.ಶಿವಣ್ಣ ಬಿನ್ ಲೇ॥ ಮುನಿಯಪ್ಪ [782,1711,1065,1734]
sidebar-briefs [1203,99,1524,1385]
cell-hobli: ಕಸಬಾ [1127,1830,1181,1843]
cell-hobli: ಕಸಬಾ [1127,1648,1181,1672]
cell-req-use: ವಸತಿ [1443,1711,1516,1734]
table-row [762,1711,1516,1734]
cell-village: ಚಿಕ್ಕಚೀಮನಹಳ್ಳಿ [1181,1768,1267,1781]
cell-taluk: ದೇವನಹಳ್ಳಿ [1065,1672,1128,1685]
cell-village: ಚಿಕ್ಕಚೀಮನಹಳ್ಳಿ [1181,1698,1267,1711]
cell-sl: 17. [762,1893,782,1906]
table-row [762,1794,1516,1807]
tender-signature: ಸಹಿ/-, ಟೆಂಡರ್ ಸಮಿತಿ ಅಧ್ಯಕ್ಷರು/ಆಡಳಿತ ವೈದ್ಯಾಧಿಕಾರಿಗಳು ಸಾರ್ವಜನಿಕ ಆಸ್ಪತ್ರೆ, ಕೆ.ಆರ್.ಪುರ, ಬೆಂಗಳೂರು [515,2370,689,2394]
cell-taluk: ದೇವನಹಳ್ಳಿ [1065,1906,1128,1918]
dateline: ಕೋಲಾರ: [10,175,41,186]
cell-sl: 12. [762,1807,782,1830]
cell-plan-use: ವ್ಯವಸಾಯ [1352,1794,1443,1807]
cell-area: 0-33 [1299,1794,1352,1807]
newspaper-logo[interactable] [1220,13,1385,49]
cell-req-use: ವಸತಿ [1443,1685,1516,1698]
table-row [762,1918,1516,1931]
bia-footer [758,2009,1519,2045]
cell-name: ಶ್ರೀ ಎಂ.ಚಂದ್ರಪ್ಪ ಬಿನ್ ಲೇ॥ ಮುನಿಯಪ್ಪ [782,1830,1065,1843]
cell-sl: 15. [762,1867,782,1880]
dateline: ಮಂಡ್ಯ: [10,2051,34,2062]
cell-hobli: ಕಸಬಾ [1127,1685,1181,1698]
cell-taluk: ದೇವನಹಳ್ಳಿ [1065,1768,1128,1781]
tender-contact: ದೂರವಾಣಿ: 080-25612238, ಇ-ಮೇಲ್: amoghkrpuram@gmail.com [426,2059,716,2070]
cell-survey: 14/2 [1268,1931,1299,1944]
cell-sl: 5. [762,1685,782,1698]
bia-table-wrap [758,1598,1519,1944]
col-requested-use: ಬದಲಾವಣೆ ಕೋರಿರುವ ಭೂ ಉಪಯೋಗ [1443,1599,1516,1622]
cell-sl: 13. [762,1830,782,1843]
felicitation-photo[interactable] [271,1397,740,1585]
table-row [762,1807,1516,1830]
cell-req-use: ವಸತಿ [1443,1698,1516,1711]
cell-hobli: ಕಸಬಾ [1127,1893,1181,1906]
dateline: ಕೋಲಾರ: [10,648,41,659]
cell-name: ಶ್ರೀ ನಾರಾಯಣಸ್ವಾಮಿ ಬಿನ್ ಆಂಜಿನಪ್ಪ & ಶ್ರೀ ಮುನಿರಾಜು ಬಿನ್ ಆಂಜಿನಪ್ಪ [782,1698,1065,1711]
cell-survey: 17/3 [1268,1734,1299,1768]
cell-hobli: ಕಸಬಾ [1127,1918,1181,1931]
dateline: ಮಡಿವಾಳ: [10,1839,43,1851]
bia-ref: ಸಂ: ಬಿಐಎಎಪಿಎ/ಟಿಪಿ/ಭೂಉಬ/97/2024-25/1832 [765,1485,996,1499]
col-hobli: ಹೋಬಳಿ [1127,1599,1181,1622]
cell-name: ಶ್ರೀ ಮಂಜುನಾಥ - ಲೇ॥ ಚಿಕ್ಕಬೀರಪ್ಪ [782,1893,1065,1906]
cell-sl: 8. [762,1734,782,1768]
tender-title: ಸಾರ್ವಜನಿಕ ಆಸ್ಪತ್ರೆ, ಕೆ.ಆರ್. ಪುರ [474,2024,664,2043]
cell-req-use: ವಸತಿ [1443,1880,1516,1893]
cell-req-use: ವಸತಿ [1443,1906,1516,1918]
ksou-body: ಬೆಂಗಳೂರು: ಮೈಸೂರಿನ ಕರ್ನಾಟಕ ರಾಜ್ಯ ಮುಕ್ತ ವಿಶ್ವವಿದ್ಯಾನಿಲಯವು ಪ್ರಸಕ್ತ 2024-25ನೇ (ಜುಲೈ ಆವೃತ್ತಿ) ಶೈಕ್ಷಣಿಕ ಸಾಲಿನ ಪ್ರವೇಶಾತಿ ಆರಂಭಿಸಿದ್ದು, ಸ್ನಾತಕ / ಸ್ನಾತಕೋತ್ತರ ಕೋರ್ಸ್‌ಗಳಾದ ಬಿ.ಎ / ಬಿ.ಕಾಂ / ಬಿ.ಬಿ.ಎ / ಬಿ.ಸಿ.ಎ / ಬಿ.ಎಸ್ಸಿ / ಎಂ.ಎ / ಎಂ.ಕಾಂ / ಎಂ.ಬಿ.ಎ / ಎಂ.ಎಸ್ಸಿ / ಎಂ.ಸಿ.ಎ / ಪಿ.ಜಿ. ಸರ್ಟಿಫಿಕೇಟ್ ಪ್ರೋಗ್ರಾಮ್, ಡಿಪ್ಲೊಮಾ ಪ್ರೋಗ್ರಾಮ್, ಸರ್ಟಿಫಿಕೇಟ್ ಪ್ರೋಗ್ರಾಮ್‌ಗಳ ಪ್ರವೇಶಾತಿ ಪ್ರಾರಂಭವಾಗಿದೆ. ಕರ್ನಾಟಕ ರಾಜ್ಯ ಮುಕ್ತ ವಿಶ್ವವಿದ್ಯಾನಿಲಯದಲ್ಲಿ ಪ್ರವೇಶ ಪಡೆದುಕೊಳ್ಳಲು ಮಾಹಿತಿ ಹಾಗೂ ಅರ್ಜಿಗಳನ್ನು ಆನ್‌ಲೈನ್ ಮೂಲಕ ಸಲ್ಲಿಸಬಹುದು. ವೆಬ್‌ಸೈಟ್ www.ksoumysuru.ac.in ನಲ್ಲಿ ಆನ್‌ಲೈನ್ ಮೂಲಕ ಪ್ರವೇಶಾತಿ ಪಡೆಯಬಹುದು. ಎಸ್‌ಸಿ/ಎಸ್‌ಟಿ/ಒಬಿಸಿ ವಿದ್ಯಾರ್ಥಿಗಳಿಗೆ ಅಗತ್ಯ ದಾಖಲೆಗಳನ್ನು ಸಲ್ಲಿಸಿದ ನಂತರ ಶುಲ್ಕ ವಿನಾಯಿತಿ ನೀಡಲಾಗುವುದು. ಹೆಚ್ಚಿನ ಮಾಹಿತಿಗಾಗಿ ಪ್ರಾದೇಶಿಕ ನಿರ್ದೇಶಕರು, ಕರ್ನಾಟಕ ರಾಜ್ಯ ಮುಕ್ತ ವಿಶ್ವವಿದ್ಯಾನಿಲಯ, ಪ್ರಾದೇಶಿಕ ಕೇಂದ್ರ, ಸರ್ಕಾರಿ ಪ್ರಥಮ ದರ್ಜೆ ಕಾಲೇಜು ಆವರಣ, ಮಲ್ಲೇಶ್ವರಂ, ಬೆಂಗಳೂರು-03 ಹಾಗೂ ದೂರವಾಣಿ ಸಂಖ್ಯೆ 080 23448811, 9482534897, 7204819172 ನ್ನು ಸಂಪರ್ಕಿಸಬಹುದಾಗಿದೆ ಎಂದು ಪ್ರಾದೇಶಿಕ ನಿರ್ದೇಶಕರಾದ ಶ್ರೀಮತಿ ಶಶಿಕಲಾ. ಜೆ ಅವರು ಪ್ರಕಟಣೆಯಲ್ಲಿ ತಿಳಿಸಿದ್ದಾರೆ. [722,174,1195,284]
cell-req-use: ವಸತಿ [1443,1781,1516,1794]
brief-headline: ರೈತ ತರಬೇತಿ ಕಾರ್ಯಕ್ರಮ [1220,1165,1410,1192]
cell-area: 0-22 [1299,1648,1352,1672]
cell-plan-use: ವ್ಯವಸಾಯ [1352,1635,1443,1648]
cell-sl: 10. [762,1781,782,1794]
cell-sl: 2. [762,1635,782,1648]
cell-name: ಶ್ರೀ ಸಿ.ಪಿಳ್ಳರಾಜು ಬಿನ್ ಚೌಡಪ್ಪ [782,1635,1065,1648]
cell-sl: 14. [762,1843,782,1867]
cell-plan-use: ವ್ಯವಸಾಯ [1352,1768,1443,1781]
holalu-col1: ಮಂಡ್ಯ: ಶ್ರೀ ಚೆತ್ತಾನಳ್ಳಿ ಪಟ್ಟಲದಮ್ಮ ದೇವಸ್ಥಾನದ ಜೀರ್ಣೋದ್ಧಾರ ನಿರ್ಮಾಣದ ನಾಗರಹಳ್ಳಿ, ಅರಕೆರೆಹಳ್ಳಿ, ರಾಜನೀರ್ಣಾ, 52 ದೇವತೆಗಳ ಶಕ್ತಿಪೀಠ, ಓಲೆಗಳು, ಗರುಡಗಂಬ, ಅಮ್ಮನವರ ಪಾದುಕೆ, ಸಿಂಹಾಸನಾಸನ, ಮಹಾದ್ವಾರ ಕಲ್ಲಿನ ಗೋಪುರ ಹಾಗೂ ಪೂಜಾ ಮಹೋತ್ಸವ ಕಳಶ ಪ್ರತಿಷ್ಠಾಪನೆ ಉದ್ಘಾಟನೆ ನ.6 ರ ಬುಧವಾರ ಬೆಳಗ್ಗೆ 6, ಮಂಡ್ಯ ತಾಲ್ಲೂಕಿನ ಹೊಳಲು ಗ್ರಾಮದಲ್ಲಿ ನಡೆಯಲಿದೆ. ದೇವತಾಪೂಜೆ, ಪುಣ್ಯಾಹ, ನಾಂದಿ, ಗಣಪತಿ ಹೋಮ, ನವಗ್ರಹ ಹೋಮ, ಕಳಶ ಪ್ರತಿಷ್ಠಾಪನೆ ಹಾಗೂ ಮಹಾಮಂಗಳಾರತಿ ನಡೆಯಲಿದೆ. ದೇವರನ್ನು ಮೆರವಣಿಗೆ ಮೂಲಕ ಕರೆತರಲಾಗುವುದು. ನ.7 ರ ಗುರುವಾರದಂದು ಬೆಳಗ್ಗೆ ನಾಗಪ್ರತಿಷ್ಠಾಪನೆ, ನವಗ್ರಹ ಪೂಜೆ, ದೇವಾಲಯದಲ್ಲಿ ಗಣಪತಿಪೂಜೆ, ಹೋಮ, ನವಗ್ರಹ ಹೋಮ, ಪ್ರಧಾನ ಹೋಮ, ಪೂರ್ಣಾಹುತಿ ನಡೆಯಲಿದೆ. ಸಂಜೆ 6 ರಿಂದ ಸಮಾರಂಭ ಕುಂಕುಮಾರ್ಚನೆ, ರಾತ್ರಿ 8 ಗಂಟೆಗೆ ಮೆರವಣಿಗೆ ಹಾಗೂ ಬಲಿಪೂಜೆ, ಮಹಾಮಂಗಳಾರತಿ ನಡೆಯಲಿದೆ. ನ.8 ರ ಶುಕ್ರವಾರ ಬೆಳಗ್ಗೆ 7 ಗಂಟೆಗೆ ಕಲಶ ಪ್ರತಿಷ್ಠಾಪನೆ, ಧ್ವಜಾರೋಹಣ ಹಾಗೂ ನೇತ್ರೋನ್ಮೀಲನ ನೆರವೇರಿಸಿದ ನಂತರ ಶ್ರೀಬಲಮುರಿ ಗಣಪತಿ [455,721,698,901]
bia-notice-title: ಪ್ರಕಟಣೆ [758,1503,1519,1527]
obavva-col2: ಪದಾಧಿಕಾರಿಗಳ ಸಲಹೆಗಳನ್ನು ಆಲಿಸಿ ಒನಕೆ ಓಬವ್ವ ಜೀವನ ಚರಿತ್ರೆಯ ಬಗ್ಗೆ ಪುಸ್ತಕಗಳನ್ನು ಹಂಚಿಕೆ ಮಾಡಬೇಕು ಹಾಗೂ ನಗರದ ಟಿ.ಚನ್ನಯ್ಯ ರಂಗಮಂದಿರದಲ್ಲಿ ನಡೆಯುವ ಜಯಂತಿಗೆ ಎಲ್ಲಾ ಅಧಿಕಾರಿಗಳು ಹಾಜರಾಗಬೇಕು ಎಂದು ಸೂಚಿಸಿದರು. ಸಭೆಯಲ್ಲಿ ವಿವಿಧ ಇಲಾಖೆಯ ಅಧಿಕಾರಿಗಳು, ಸಮುದಾಯದ ಮುಖಂಡರು ಹಾಗೂ ಪದಾಧಿಕಾರಿಗಳು ಸೇರಿದಂತೆ ಮತ್ತಿತರರು ಉಪಸ್ಥಿತರಿದ್ದರು. [228,648,440,731]
cell-area: 2-06.08 [1299,1698,1352,1711]
felicitation-caption: ಮಡಿವಾಳ ಆರೋಗ್ಯ ನಗರ ಶಿಖಾಮಣಿ ವೃತ್ತ ಬಳಿಯ ವಿದ್ಯಾವರ್ಧಕ ಸಂಘದ ಪ್ರತಿಭಾ ಪುರಸ್ಕಾರ ಸಮಾರಂಭದಲ್ಲಿ ನಗರದ ಅಧ್ಯಕ್ಷರಾದ ಎಸ್.ಪ್ರಕಾಶ್ ಕಾರ್ಯದರ್ಶಿಗಳಾದ ಎಂ.ಎಸ್.ಕೃಷ್ಣಮೂರ್ತಿ ಹಾಗೂ ಸಂಘದ ನಿರ್ದೇಶಕರು ಸನ್ಮಾನಿತ ವಿದ್ಯಾರ್ಥಿಗಳು: 1.ದೀಪಿಕ ಮಧು ಮಾಲಾ, 2.ಭೂಮಿಕ ವಿಶ್ವನಾಥ್, ಚೊಕ್ಕೊಂಡಹಳ್ಳಿ, 3.ವಜಿಲ ರಾಜು, ಅಭಿನವ್ ಸಿ. [10,1401,252,1471]
cell-taluk: ದೇವನಹಳ್ಳಿ [1065,1807,1128,1830]
note-label: ಷರಾ :- [763,1948,787,1959]
cell-sl: 7. [762,1711,782,1734]
cell-area: 0-27.08 [1299,1893,1352,1906]
cell-area: 1-18 [1299,1768,1352,1781]
bia-notice [756,1401,1521,2405]
cell-survey: 19/1 [1268,1807,1299,1830]
logo-underline [1227,55,1429,57]
table-row [762,1867,1516,1880]
karnataka-emblem-icon [365,2027,404,2066]
brief-body: ಬೆಂಗಳೂರು: ಪಶುಪಾಲನೆ ಮತ್ತು ಪಶು ವೈದ್ಯಕೀಯ ಸೇವಾ ಇಲಾಖೆ, ಬೆಂಗಳೂರು ಪೂರ್ವ ತಾಲೂಕು ಕೆ.ಆರ್.ಪುರಂ ನಲ್ಲಿ 2024-25 ನೇ ಸಾಲಿಗೆ ಪಶುಪಾಲನಾ ಇಲಾಖೆಯಿಂದ ರೈತರ ತರಬೇತಿ ಕಾರ್ಯಕ್ರಮವನ್ನು ನವೆಂಬರ್ 20 ಮತ್ತು 21 ರಂದು ಎರಡು ದಿನಗಳ ಕಾಲ ಹಮ್ಮಿಕೊಳ್ಳಲಾಗಿದೆ. ಆಸಕ್ತ ರೈತರು ನವೆಂಬರ್ 16 ರ ಸಂಜೆ 4 ಗಂಟೆಯೊಳಗೆ ಸ್ಥಳೀಯ ಪಶುವೈದ್ಯಕೀಯ ಸಂಸ್ಥೆಗಳಲ್ಲಿ ಅಥವಾ ವಿಸ್ತರಣಾಧಿಕಾರಿಗಳು, ಪಶುಪಾಲನೆ ಮತ್ತು ಪಶು ವೈದ್ಯಕೀಯ ಸೇವಾ ಇಲಾಖೆ, ಬೆಂಗಳೂರು ಪೂರ್ವ ತಾಲೂಕು ಇವರ ಮೊ.ಸಂ. 9620360369 ಗೆ ಕರೆ ಮಾಡಿ ನೋಂದಾಯಿಸಿ . [1220,1198,1520,1281]
cell-area: 0-20 [1299,1622,1352,1635]
col-village: ಗ್ರಾಮದ ವಿವರ [1181,1599,1267,1622]
cell-plan-use: ವ್ಯವಸಾಯ [1352,1672,1443,1685]
table-row [762,1830,1516,1843]
bia-title-band [758,1404,1519,1482]
cell-village: ಚಿಕ್ಕಚೀಮನಹಳ್ಳಿ [1181,1734,1267,1768]
bia-table-body [762,1622,1516,1944]
brief-body: ಬೆಂಗಳೂರು: ಬೆಂಗಳೂರು ಕೃಷಿ ವಿಶ್ವವಿದ್ಯಾನಿಲಯದ ವತಿಯಿಂದ ನವೆಂಬರ್ 14 ರಿಂದ 17 ರವರೆಗೆ ನಾಲ್ಕು ದಿನಗಳ ಕೃಷಿಮೇಳ-2024ನ್ನು ಹವಾಮಾನ ಚತುರ ಡಿಜಿಟಲ್ ಕೃಷಿ ಎಂಬ ಘೋಷವಾಕ್ಯದೊಂದಿಗೆ ಹಮ್ಮಿಕೊಳ್ಳಲಾಗುತ್ತಿದೆ. ಈ ಮೇಳದಲ್ಲಿ ಕೃಷಿ ಹಾಗೂ ಸಂಬಂಧಿತ ವಸ್ತು ಪ್ರದರ್ಶನ ಏರ್ಪಡಿಸಲಾಗಿದೆ. ಪ್ರದರ್ಶಕರ ಒತ್ತಾಯದ ಮೇರೆಗೆ ಕೃಷಿ ವಸ್ತು ಪ್ರದರ್ಶನ ಮಳಿಗೆಗಳ ಕಾಯ್ದಿರಿಸುವಿಕೆಯ ದಿನಾಂಕವನ್ನು ನವೆಂಬರ್ 8 ರ ಸಂಜೆ 5 ಗಂಟೆಯವರೆಗೂ ವಿಸ್ತರಿಸಲಾಗಿದೆ. ಹೆಚ್ಚಿನ ಮಾಹಿತಿಗಾಗಿ ಡಾ.ಆರ್. ನಾರಾಯಣರೆಡ್ಡಿ, ಪ್ರಾಧ್ಯಾಪಕರು ಮೊ.ಸಂ:9901488773 ಇವರನ್ನು ಸಂಪರ್ಕಿಸಲು ಪ್ರಕಟಣೆಯಲ್ಲಿ ತಿಳಿಸಿದೆ. [1220,957,1520,1054]
brief-headline: ಕೃಷಿ ವಸ್ತುಪ್ರದರ್ಶನ ಮಳಿಗೆಗಳ ಕಾಯ್ದಿರಿಸುವ ಅವಧಿ ವಿಸ್ತರಣೆ [1220,900,1516,949]
cell-survey: 24/5 [1268,1635,1299,1648]
table-row [762,1635,1516,1648]
cell-plan-use: ವ್ಯವಸಾಯ [1352,1734,1443,1768]
table-row [762,1931,1516,1944]
cell-survey: 20/1 [1268,1893,1299,1906]
table-header-row [762,1599,1516,1622]
cell-taluk: ದೇವನಹಳ್ಳಿ [1065,1711,1128,1734]
cell-name: ಶ್ರೀಮತಿ ಎಲ್.ಶೈಲ ಕೋಂ ಸುರೇಶ್ [782,1781,1065,1794]
hostel-headline: ವಿದ್ಯಾರ್ಥಿನಿಲಯಕ್ಕೆ ಬಾಡಿಗೆ ಕಟ್ಟಡವನ್ನು ನೀಡಲು ಸೂಚನೆ [10,870,341,891]
cell-req-use: ವಸತಿ [1443,1931,1516,1944]
pooja-caption: ತೊರಹಳ್ಳಿ ಸಮೀಪದ ಮುಸಲಾಪುರದಲ್ಲಿ ನೆಲೆಸಿರುವ ಶ್ರೀ ಸೋಮೇಶ್ವರ ಸ್ವಾಮಿಗೆ ಕಾರ್ತಿಕ ಮಾಸದ ಸೋಮವಾರದ ಹಿನ್ನೆಲೆಯಲ್ಲಿ ವಿಶೇಷ ಪೂಜೆ ನಡೆಯಿತು. [617,1660,728,1709]
ksou-headline: ಕರ್ನಾಟಕ ರಾಜ್ಯ ಮುಕ್ತ ವಿಶ್ವವಿದ್ಯಾನಿಲಯದಲ್ಲಿ ವಿವಿಧ ಕೋರ್ಸುಗಳ ಪ್ರವೇಶಾತಿ ಪ್ರಾರಂಭ [779,102,1138,158]
cell-village: ಚಿಕ್ಕಚೀಮನಹಳ್ಳಿ [1181,1918,1267,1931]
cell-hobli: ಕಸಬಾ [1127,1734,1181,1768]
cell-hobli: ಕಸಬಾ [1127,1931,1181,1944]
athletics-caption: ತುಮಕೂರಿನಲ್ಲಿ ನಡೆದ ಪ್ರೌಢಶಾಲಾ ಮಟ್ಟದ ಅಥ್ಲೆಟಿಕ್ಸ್ ಸ್ಪರ್ಧೆಯಲ್ಲಿ ತಾಲ್ಲೂಕಿನ ಮಾಲಕೆರೆಯ ಭುವನೇಶ್ವರಿ ಪ್ರೌಢಶಾಲೆಯ 10ನೇ ತರಗತಿ ವಿದ್ಯಾರ್ಥಿನಿ ಕವನ ಜೆ.ಎಸ್ 400 ಮೀ ಹರ್ಡಲ್ಸ್‌ನಲ್ಲಿ ಪ್ರಥಮ ಸ್ಥಾನ ಗಳಿಸಿ ರಾಜ್ಯ ಮಟ್ಟಕ್ಕೆ ಆಯ್ಕೆಯಾಗಿದ್ದಾರೆ. ಶಾಲೆಯ ಮುಖ್ಯಶಿಕ್ಷಕ ರವೀಂದ್ರ, ಕಾರ್ಯದರ್ಶಿ ಅಮರೇಗೌಡ, ದೈಹಿಕ ಶಿಕ್ಷಕರು ಹಾಗೂ ಸಿಬ್ಬಂದಿ ವರ್ಗ ಅಭಿನಂದನೆ ಸಲ್ಲಿಸಿದರು. [10,1206,426,1243]
cell-hobli: ಕಸಬಾ [1127,1807,1181,1830]
cell-req-use: ವಸತಿ [1443,1830,1516,1843]
section-rule [10,2003,742,2004]
section-rule [0,592,1198,593]
cell-taluk: ದೇವನಹಳ್ಳಿ [1065,1880,1128,1893]
cell-name: ಶ್ರೀಮತಿ ಸಿ.ಮಂಜುನಾಥ್ ಬಿನ್ ಲೇ॥ ಚಿಕ್ಕಬೀರಪ್ಪ, ಶ್ರೀ ಅನುಷ್ ಎಲ್ ಬಿನ್ ಲಕ್ಷ್ಮೀನಾರಾಯಣ ಸಿ, ಶ್ರೀ ಶರತ್ ಪಟೇಲ್ ಎನ್ ಬಿನ್ ಸಿ.ನಾಗೇಶ್ & ಶ್ರೀ ಮನೋಜ್ ಕುಮಾರ್ ಎನ್ ಬಿನ್ ನಾಗೇಶ್ [782,1807,1065,1830]
dateline: ಬೆಂಗಳೂರು: [722,174,761,185]
someshwara-col2: ನೆರವಿನಿಂದ ವಿವಿಧ ದೇವಸ್ಥಾನಗಳಲ್ಲಿ ದೀಪ ಕೈಂಕರ್ಯಗಳನ್ನು ಮಾಡಲಾಗುತ್ತಿದೆ. ಈ ಸಂದರ್ಭದಲ್ಲಿ ದೇವಾಲಯದ ಆಡಳಿತ ಮಂಡಳಿಯ ಪದಾಧಿಕಾರಿಗಳು ಮತ್ತು ಭಕ್ತರು ಪಾಲ್ಗೊಂಡಿದ್ದರು. ಹಿರಿಯ ವಕೀಲರಾದ ಶ್ರೀನಿವಾಸ್, ಕಾರ್ಯದರ್ಶಿ ನಿರಂಜನ್ ಸೇರಿದಂತೆ ಹಲವು ಗಣ್ಯರು ಉಪಸ್ಥಿತರಿದ್ದರು. ಎಲ್ಲ ಭಕ್ತಾದಿಗಳಿಗೆ ಪ್ರಸಾದ ವಿನಿಯೋಗ ಮಾಡಲಾಯಿತು. [380,1839,740,1879]
brief-body: ಬೆಂಗಳೂರು: ಕುವೆಂಪು ಭಾಷಾ ಭಾರತಿ ಪ್ರಾಧಿಕಾರದ ಎಲ್ಲಾ ಪ್ರಕಟಣೆಗಳನ್ನು ಕನ್ನಡ ರಾಜ್ಯೋತ್ಸವದ ಪ್ರಯುಕ್ತ ನವೆಂಬರ್ 1 ರಿಂದ 30 ರವರೆಗೆ ಶೇಕಡ 50% ರಿಯಾಯಿತಿಯ ದರದಲ್ಲಿ ಪುಸ್ತಕಗಳನ್ನು ಮಾರಾಟ ಮಾಡಲಾಗುತ್ತದೆ. ಪುಸ್ತಕಗಳು ಆನ್‌ಲೈನ್ www.kuvempubhashabharathi.karnataka.gov.in ಮೂಲಕವೂ ಶೇ. 50% ರಿಯಾಯಿತಿ ದರದಲ್ಲಿ ಲಭ್ಯವಿರುತ್ತವೆ. ಓದುಗರು ಇದರ ಸದುಪಯೋಗ ಪಡೆದುಕೊಳ್ಳಬೇಕೆಂದು ಕುವೆಂಪು ಭಾಷಾ ಭಾರತಿ ಪ್ರಾಧಿಕಾರದ ರಿಜಿಸ್ಟ್ರಾರ್ ಪ್ರಕಟಣೆಯಲ್ಲಿ ತಿಳಿಸಿದ್ದಾರೆ. [1220,726,1520,808]
col-area: ವಿಸ್ತೀರ್ಣ ಎ-ಗು [1299,1599,1352,1622]
cell-area: 0-35 [1299,1931,1352,1944]
cell-village: ಚಿಕ್ಕಚೀಮನಹಳ್ಳಿ [1181,1893,1267,1906]
tender-notice [356,2018,738,2402]
cell-hobli: ಕಸಬಾ [1127,1794,1181,1807]
cell-survey: 24/4 [1268,1622,1299,1635]
cell-name: ಶ್ರೀ ಮೋಹನ್ ಕುಮಾರ್ ಬಿನ್ ಸಿದ್ದಪ್ಪ [782,1906,1065,1918]
obavva-col1: ಕೋಲಾರ: ಜಿಲ್ಲಾದ್ಯಂತ ನವೆಂಬರ್ 11 ರಂದು ಒನಕೆ ಓಬವ್ವ ಜಯಂತಿಯನ್ನು ಅರ್ಥಪೂರ್ಣವಾಗಿ ಆಚರಿಸಬೇಕು ಎಂದು ಅಪರ ಜಿಲ್ಲಾಧಿಕಾರಿ ಮಂಗಳ ಅವರು ಹೇಳಿದರು. ಜಿಲ್ಲಾಧಿಕಾರಿಗಳ ಕಚೇರಿ ಸಭಾಂಗಣದಲ್ಲಿ ಜಿಲ್ಲಾಡಳಿತ, ಜಿಲ್ಲಾ ಪಂಚಾಯತ್ ಹಾಗೂ ಕನ್ನಡ ಮತ್ತು ಸಂಸ್ಕೃತಿ ಇಲಾಖೆಯ ಸಂಯುಕ್ತಾಶ್ರಯದಲ್ಲಿ ಹಮ್ಮಿಕೊಂಡಿದ್ದ ಪೂರ್ವಭಾವಿ ಸಭೆಯ ಅಧ್ಯಕ್ಷತೆ ವಹಿಸಿ ಅವರು ಮಾತನಾಡಿದರು. ಸಮುದಾಯದವರು ಸಂಘ-ಸಂಸ್ಥೆಗಳು [10,648,222,744]
cell-taluk: ದೇವನಹಳ್ಳಿ [1065,1893,1128,1906]
cell-sl: 16. [762,1880,782,1893]
cell-sl: 4. [762,1672,782,1685]
